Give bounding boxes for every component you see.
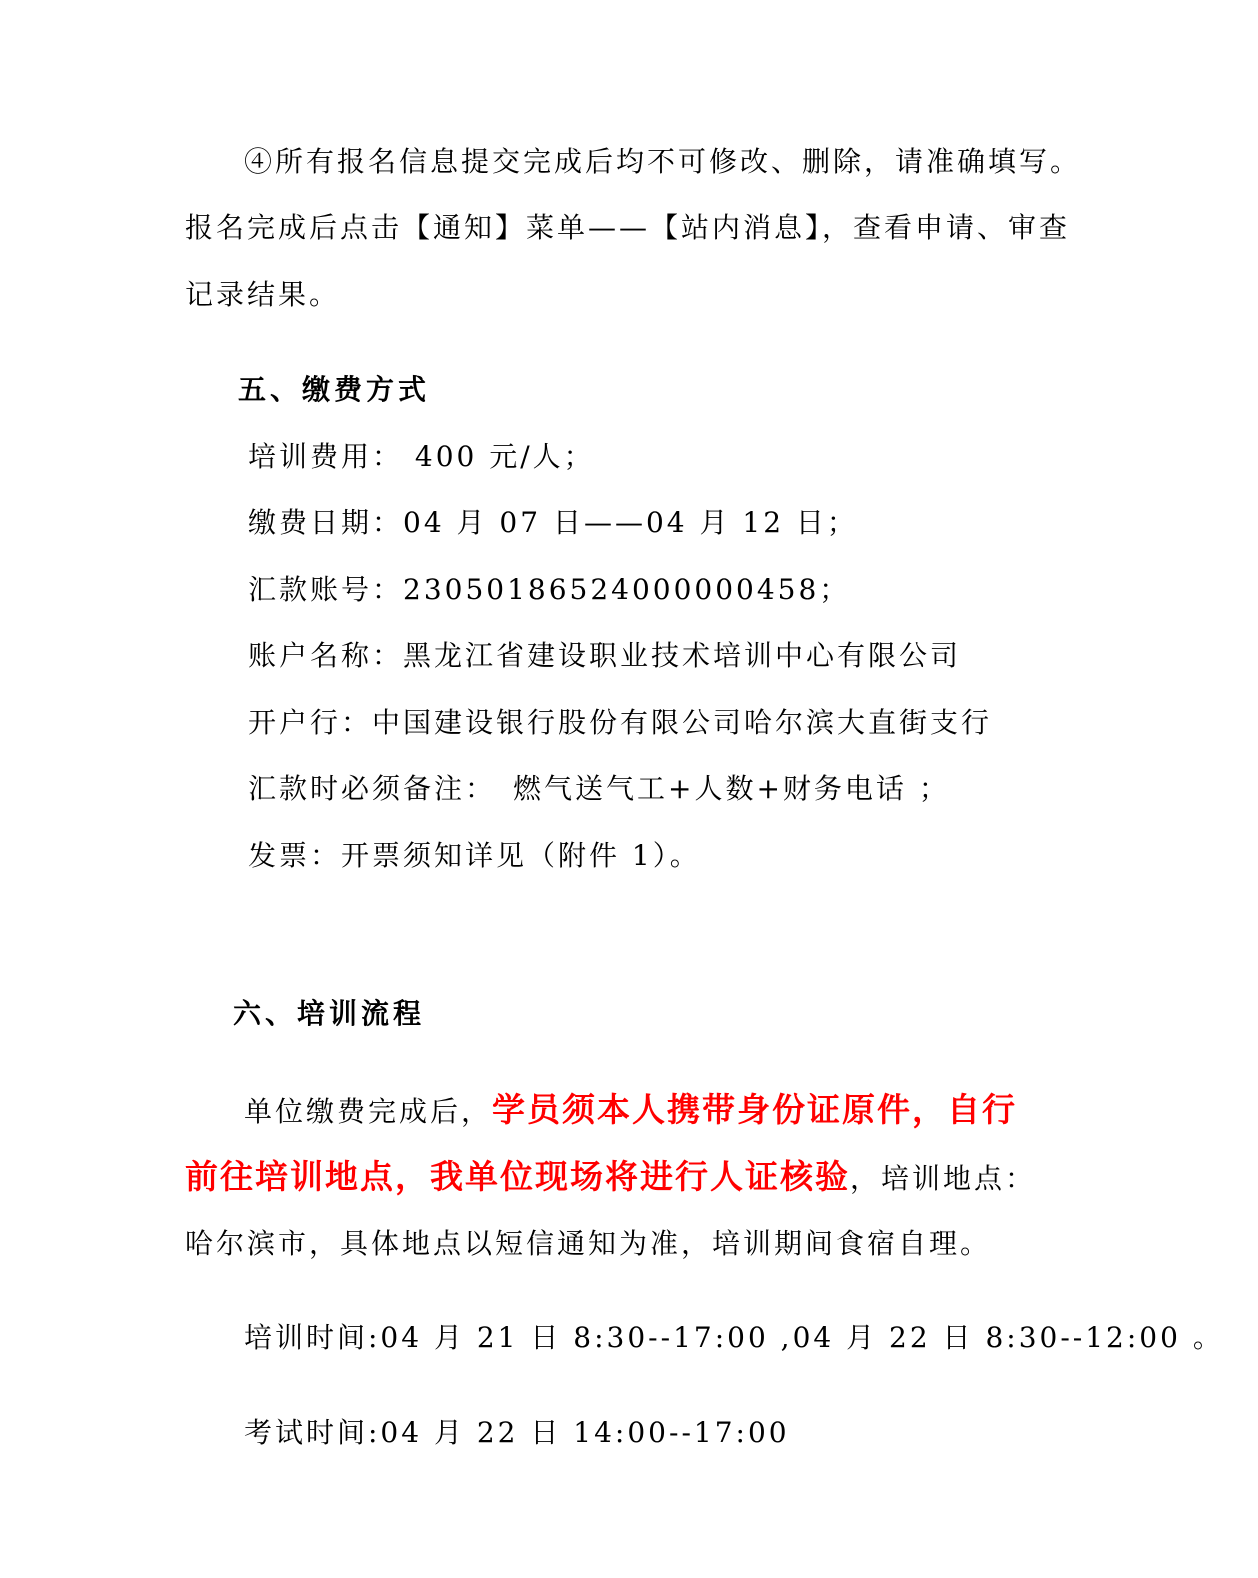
bank-line: 开户行：中国建设银行股份有限公司哈尔滨大直街支行 [248,706,993,739]
account-name-line: 账户名称：黑龙江省建设职业技术培训中心有限公司 [248,639,962,672]
highlight-text: 学员须本人携带身份证原件，自行 [492,1090,1018,1129]
exam-time-line: 考试时间:04 月 22 日 14:00--17:00 [244,1416,790,1449]
remark-line: 汇款时必须备注： 燃气送气工+人数+财务电话 ； [248,772,950,805]
paragraph-line: 记录结果。 [185,278,341,311]
paragraph-line [244,1090,1017,1132]
paragraph-line [185,1157,1036,1199]
paragraph-text: 单位缴费完成后， [244,1095,493,1128]
paragraph-line: ④所有报名信息提交完成后均不可修改、删除，请准确填写。 [244,145,1082,178]
fee-line: 培训费用： 400 元/人； [248,440,595,473]
highlight-text: 前往培训地点，我单位现场将进行人证核验 [185,1157,850,1196]
account-number-line: 汇款账号：23050186524000000458； [248,573,851,606]
paragraph-line: 哈尔滨市，具体地点以短信通知为准，培训期间食宿自理。 [185,1227,992,1260]
section-heading: 五、缴费方式 [238,373,431,406]
paragraph-text: ，培训地点： [850,1162,1037,1195]
section-heading: 六、培训流程 [233,997,426,1030]
invoice-line: 发票：开票须知详见（附件 1）。 [248,839,701,872]
payment-date-line: 缴费日期：04 月 07 日——04 月 12 日； [248,506,858,539]
training-time-line: 培训时间:04 月 21 日 8:30--17:00 ,04 月 22 日 8:30--12:00 。 [244,1321,1224,1354]
paragraph-line: 报名完成后点击【通知】菜单——【站内消息】，查看申请、审查 [185,211,1071,244]
